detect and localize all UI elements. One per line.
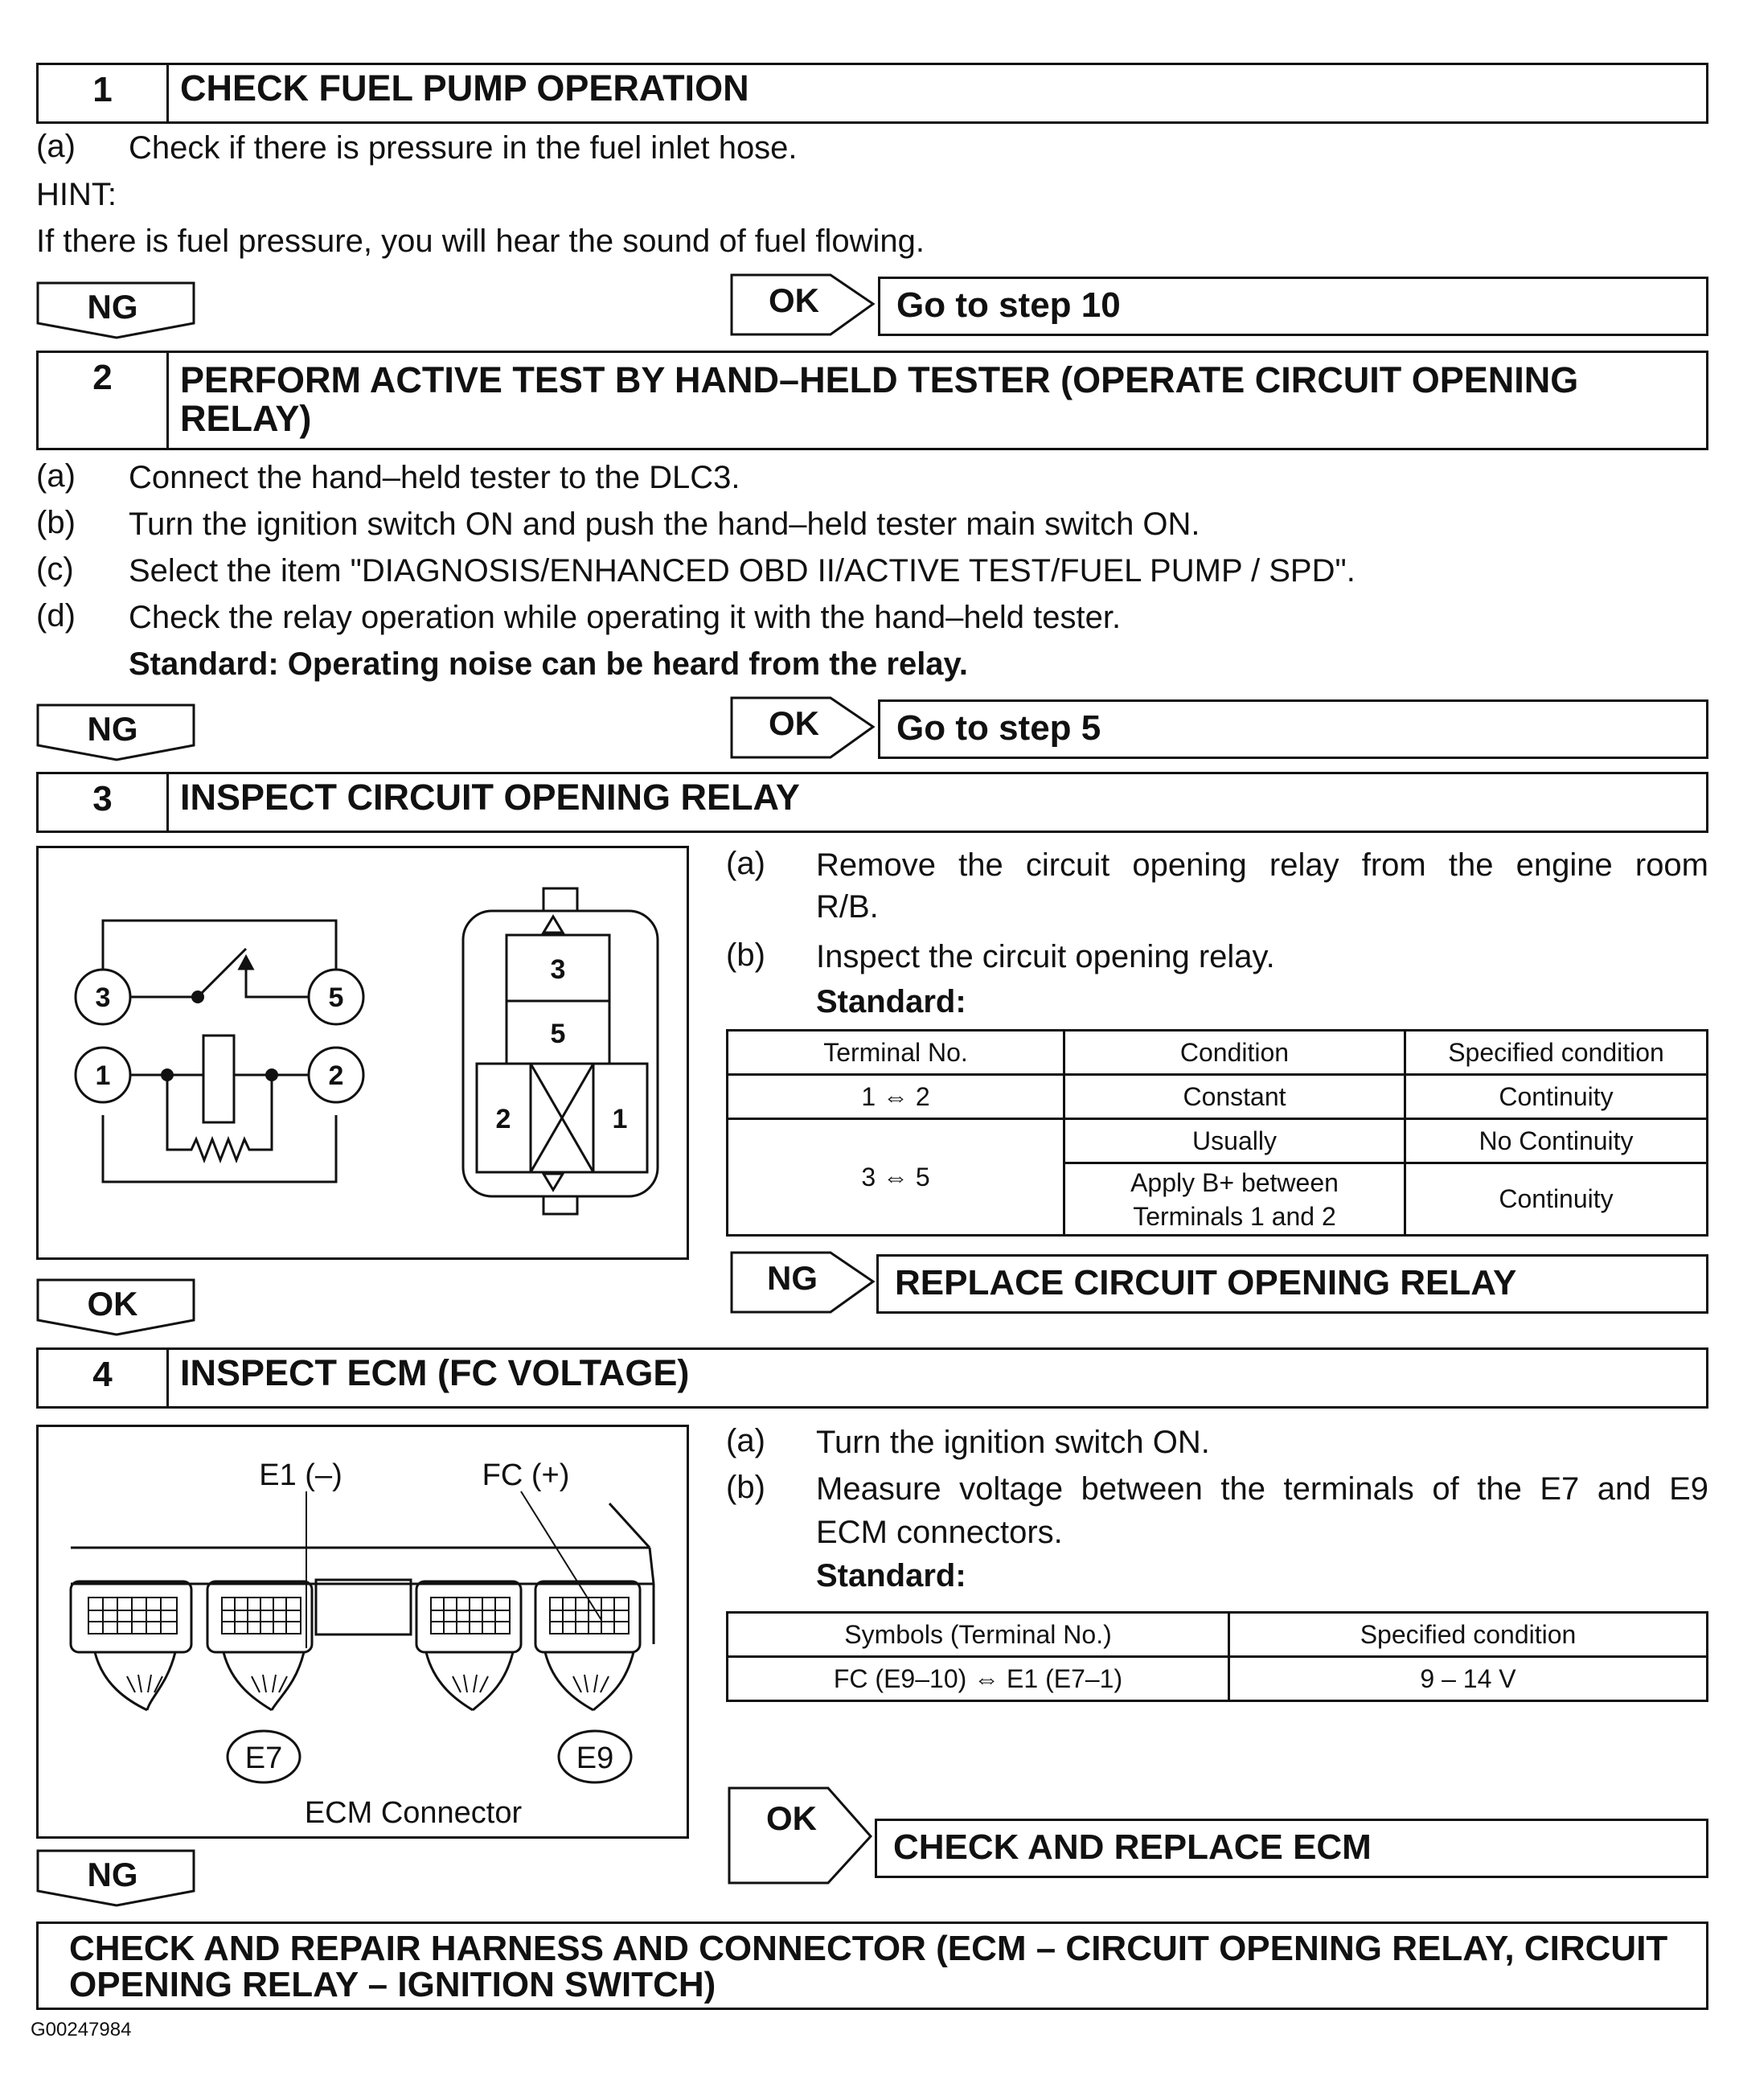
final-action-line2: OPENING RELAY – IGNITION SWITCH) [69,1965,716,2004]
step2-goto-box[interactable]: Go to step 5 [878,699,1708,759]
step4-a-label: (a) [726,1423,765,1458]
step2-a-text: Connect the hand–held tester to the DLC3. [129,460,740,495]
step3-header [36,772,1708,833]
step4-ok-arrow[interactable] [728,1786,880,1886]
step3-ok-tag[interactable] [36,1278,189,1335]
relay-pin-1: 1 [612,1104,628,1134]
relay-pin-2: 2 [495,1104,511,1134]
table-header: Condition [1064,1031,1405,1075]
table-cell-line: Terminals 1 and 2 [1133,1201,1336,1231]
table-header: Specified condition [1405,1031,1708,1075]
step2-b-label: (b) [36,505,76,540]
step2-c-label: (c) [36,552,74,587]
relay-diagram-svg [39,848,687,1257]
table-cell [1064,1163,1405,1236]
step4-a-text: Turn the ignition switch ON. [816,1425,1210,1460]
step1-a-text: Check if there is pressure in the fuel inlet hose. [129,130,798,166]
step2-b-text: Turn the ignition switch ON and push the hand–held tester main switch ON. [129,507,1200,542]
table-header: Terminal No. [728,1031,1064,1075]
step3-ng-action[interactable]: REPLACE CIRCUIT OPENING RELAY [876,1254,1708,1314]
step2-d-text: Check the relay operation while operating it with the hand–held tester. [129,600,1122,635]
step1-ok-arrow[interactable] [730,273,883,336]
step3-b-label: (b) [726,937,765,973]
step3-ng-arrow[interactable] [730,1251,883,1314]
relay-pin-5: 5 [550,1019,566,1049]
step3-a-text-cont: R/B. [816,889,879,925]
step3-ok-label: OK [87,1285,138,1323]
table-header: Symbols (Terminal No.) [728,1613,1229,1657]
step1-header [36,63,1708,124]
step4-standard: Standard: [816,1558,966,1593]
step4-number: 4 [39,1350,169,1406]
step3-b-text: Inspect the circuit opening relay. [816,939,1275,974]
table-cell: FC (E9–10) ⇔ E1 (E7–1) [728,1657,1229,1701]
step1-ng-label: NG [87,288,138,326]
step4-ok-action[interactable]: CHECK AND REPLACE ECM [875,1819,1708,1878]
table-cell: 1 ⇔ 2 [728,1075,1064,1119]
step4-ng-label: NG [87,1856,138,1893]
step4-header [36,1347,1708,1409]
table-cell: Continuity [1405,1163,1708,1236]
fig-caption: ECM Connector [304,1796,523,1830]
step3-a-label: (a) [726,846,765,881]
step2-ok-arrow[interactable] [730,696,883,759]
relay-diagram [36,846,689,1260]
diagram-terminal-5: 5 [328,982,344,1013]
step1-number: 1 [39,65,169,121]
step3-a-text: Remove the circuit opening relay from the engine room [816,847,1708,883]
step2-ng-label: NG [87,710,138,748]
step4-title: INSPECT ECM (FC VOLTAGE) [180,1352,690,1393]
ecm-connector-diagram [36,1425,689,1839]
step1-ng-tag[interactable] [36,281,189,338]
ecm-connector-svg [39,1427,687,1836]
fig-e1-label: E1 (–) [259,1458,342,1492]
step4-ng-tag[interactable] [36,1849,189,1905]
table-cell: 9 – 14 V [1229,1657,1708,1701]
step2-ng-tag[interactable] [36,703,189,760]
step3-number: 3 [39,774,169,831]
step4-b-text-cont: ECM connectors. [816,1515,1063,1550]
step3-spec-table [726,1029,1708,1237]
step2-c-text: Select the item "DIAGNOSIS/ENHANCED OBD II/ACTIVE TEST/FUEL PUMP / SPD". [129,553,1356,589]
step1-a-label: (a) [36,129,76,164]
step2-a-label: (a) [36,458,76,494]
table-cell: Constant [1064,1075,1405,1119]
step1-hint-label: HINT: [36,177,117,212]
diagram-terminal-1: 1 [95,1060,111,1091]
step1-hint-text: If there is fuel pressure, you will hear the sound of fuel flowing. [36,224,925,259]
table-header: Specified condition [1229,1613,1708,1657]
step3-title: INSPECT CIRCUIT OPENING RELAY [180,777,800,818]
table-cell: Continuity [1405,1075,1708,1119]
fig-fc-label: FC (+) [482,1458,570,1492]
table-cell: No Continuity [1405,1119,1708,1163]
step2-ok-label: OK [769,704,819,742]
step1-goto-box[interactable]: Go to step 10 [878,277,1708,336]
step2-header [36,351,1708,450]
step4-b-label: (b) [726,1470,765,1505]
step4-b-text: Measure voltage between the terminals of the E7 and E9 [816,1471,1708,1507]
step4-spec-table [726,1611,1708,1702]
table-cell: Usually [1064,1119,1405,1163]
step2-title: PERFORM ACTIVE TEST BY HAND–HELD TESTER (OPERATE CIRCUIT OPENING RELAY) [180,359,1579,439]
step1-title: CHECK FUEL PUMP OPERATION [180,68,749,109]
step3-standard: Standard: [816,984,966,1019]
final-action-line1: CHECK AND REPAIR HARNESS AND CONNECTOR (ECM – CIRCUIT OPENING RELAY, CIRCUIT [69,1929,1668,1968]
diagram-terminal-3: 3 [95,982,111,1013]
step1-ok-label: OK [769,281,819,319]
step4-ok-label: OK [766,1799,817,1837]
table-cell-line: Apply B+ between [1130,1167,1339,1197]
step3-ng-label: NG [767,1259,818,1297]
step2-number: 2 [39,353,169,448]
fig-e9-label: E9 [576,1741,614,1775]
step2-standard: Standard: Operating noise can be heard from the relay. [129,646,968,682]
table-cell: 3 ⇔ 5 [728,1119,1064,1236]
relay-pin-3: 3 [550,954,566,985]
final-action-box[interactable] [36,1922,1708,2010]
figure-id: G00247984 [31,2019,132,2041]
step2-d-label: (d) [36,598,76,634]
fig-e7-label: E7 [244,1741,283,1775]
diagram-terminal-2: 2 [328,1060,344,1091]
